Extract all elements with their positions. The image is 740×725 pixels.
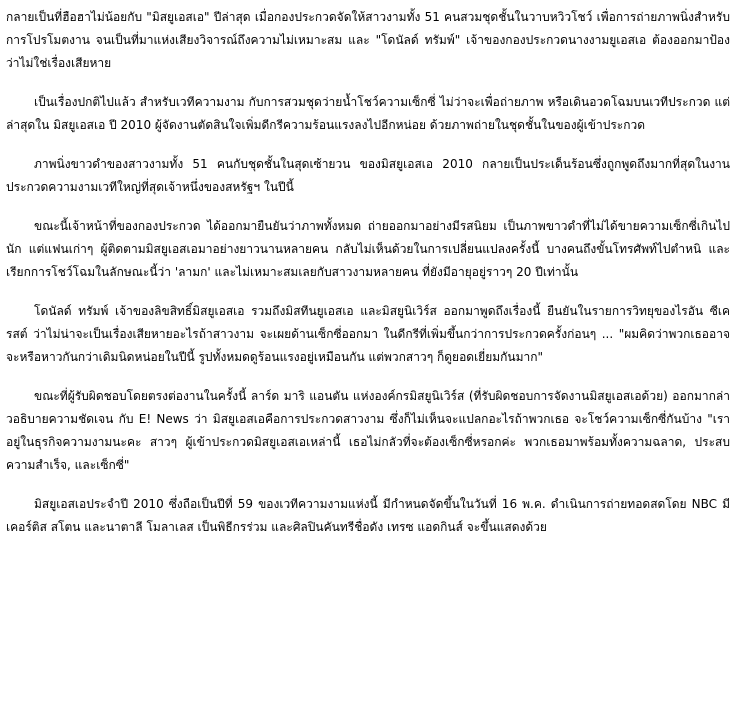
article-paragraph-2: เป็นเรื่องปกติไปแล้ว สำหรับเวทีความงาม กับการสวมชุดว่ายน้ำโชว์ความเซ็กซี่ ไม่ว่าจะเพื่อถ่ายภาพ หรือเดินอวดโฉมบนเวทีประกวด แต่ล่าสุดใน มิสยูเอสเอ ปี 2010 ผู้จัดงานตัดสินใจเพิ่มดีกรีความร้อนแรงลงไปอีกหน่อย ด้วยภาพถ่ายในชุดชั้นในของผู้เข้าประกวด xyxy=(6,95,730,132)
article-paragraph-7: มิสยูเอสเอประจำปี 2010 ซึ่งถือเป็นปีที่ 59 ของเวทีความงามแห่งนี้ มีกำหนดจัดขึ้นในวันที่ 16 พ.ค. ดำเนินการถ่ายทอดสดโดย NBC มี เคอร์ติส สโตน และนาตาลี โมลาเลส เป็นพิธีกรร่วม และศิลปินคันทรีชื่อดัง เทรซ แอดกินส์ จะขึ้นแสดงด้วย xyxy=(6,497,730,534)
article-paragraph-6: ขณะที่ผู้รับผิดชอบโดยตรงต่องานในครั้งนี้ ลาร์ด มาริ แอนตัน แห่งองค์กรมิสยูนิเวิร์ส (ที่รับผิดชอบการจัดงานมิสยูเอสเอด้วย) ออกมากล่าวอธิบายความชัดเจน กับ E! News ว่า มิสยูเอสเอคือการประกวดสาวงาม ซึ่งก็ไม่เห็นจะแปลกอะไรถ้าพวกเธอ จะโชว์ความเซ็กซี่กันบ้าง "เราอยู่ในธุรกิจความงามนะคะ สาวๆ ผู้เข้าประกวดมิสยูเอสเอเหล่านี้ เธอไม่กลัวที่จะต้องเซ็กซี่หรอกค่ะ พวกเธอมาพร้อมทั้งความฉลาด, ประสบความสำเร็จ, และเซ็กซี่" xyxy=(6,389,730,472)
article-paragraph-5: โดนัลด์ ทรัมพ์ เจ้าของลิขสิทธิ์มิสยูเอสเอ รวมถึงมิสทีนยูเอสเอ และมิสยูนิเวิร์ส ออกมาพูดถึงเรื่องนี้ ยืนยันในรายการวิทยุของไรอัน ซีเครสต์ ว่าไม่น่าจะเป็นเรื่องเสียหายอะไรถ้าสาวงาม จะเผยด้านเซ็กซี่ออกมา ในดีกรีที่เพิ่มขึ้นกว่าการประกวดครั้งก่อนๆ ... "ผมคิดว่าพวกเธออาจจะหรือหาวกันกว่าเดิมนิดหน่อยในปีนี้ รูปทั้งหมดดูร้อนแรงอยู่เหมือนกัน แต่พวกสาวๆ ก็ดูยอดเยี่ยมกันมาก" xyxy=(6,304,730,364)
article-paragraph-1: กลายเป็นที่ฮือฮาไม่น้อยกับ "มิสยูเอสเอ" ปีล่าสุด เมื่อกองประกวดจัดให้สาวงามทั้ง 51 คนสวมชุดชั้นในวาบหวิวโชว์ เพื่อการถ่ายภาพนิ่งสำหรับการโปรโมตงาน จนเป็นที่มาแห่งเสียงวิจารณ์ถึงความไม่เหมาะสม และ "โดนัลด์ ทรัมพ์" เจ้าของกองประกวดนางงามยูเอสเอ ต้องออกมาป้องว่าไม่ใช่เรื่องเสียหาย xyxy=(6,10,730,70)
article-paragraph-3: ภาพนิ่งขาวดำของสาวงามทั้ง 51 คนกับชุดชั้นในสุดเซ้ายวน ของมิสยูเอสเอ 2010 กลายเป็นประเด็นร้อนซึ่งถูกพูดถึงมากที่สุดในงานประกวดความงามเวทีใหญ่ที่สุดเจ้าหนึ่งของสหรัฐฯ ในปีนี้ xyxy=(6,157,730,194)
article-paragraph-4: ขณะนี้เจ้าหน้าที่ของกองประกวด ได้ออกมายืนยันว่าภาพทั้งหมด ถ่ายออกมาอย่างมีรสนิยม เป็นภาพขาวดำที่ไม่ได้ขายความเซ็กซี่เกินไปนัก แต่แฟนเก่าๆ ผู้ติดตามมิสยูเอสเอมาอย่างยาวนานหลายคน กลับไม่เห็นด้วยในการเปลี่ยนแปลงครั้งนี้ บางคนถึงขั้นโทรศัพท์ไปตำหนิ และเรียกการโชว์โฉมในลักษณะนี้ว่า 'ลามก' และไม่เหมาะสมเลยกับสาวงามหลายคน ที่ยังมีอายุอยู่ราวๆ 20 ปีเท่านั้น xyxy=(6,219,730,279)
